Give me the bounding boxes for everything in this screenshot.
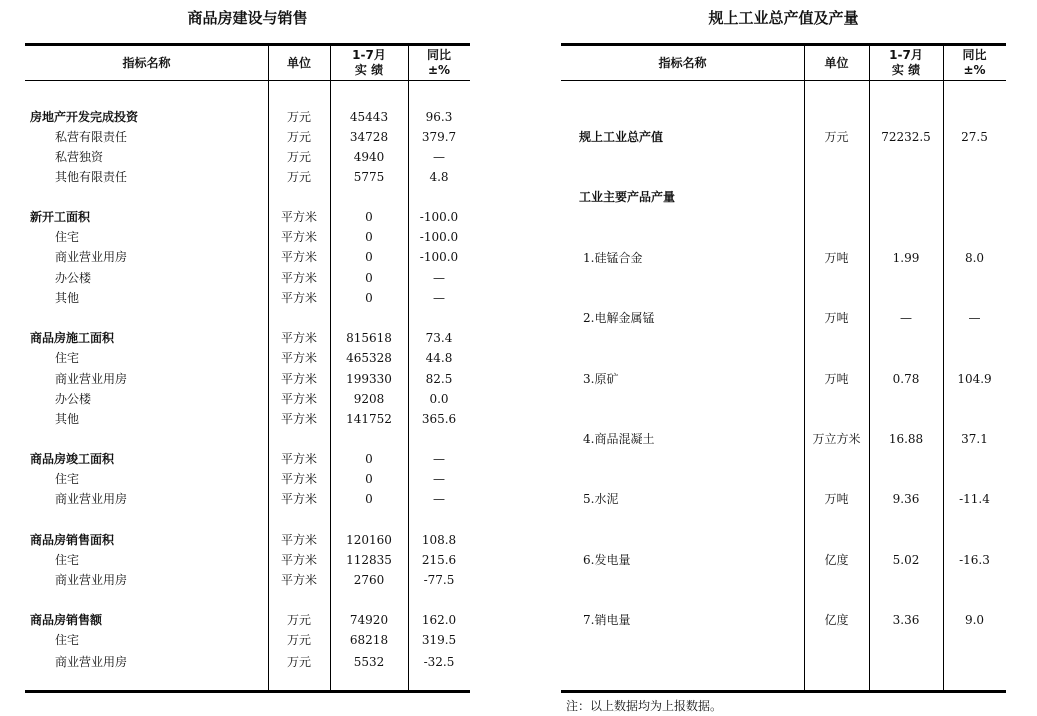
left-row-unit: 平方米 xyxy=(280,230,317,244)
right-row-yoy: 37.1 xyxy=(961,432,988,446)
left-row-yoy: 215.6 xyxy=(421,553,457,567)
left-row-value: 0 xyxy=(365,452,373,466)
left-row-value: 815618 xyxy=(346,331,392,345)
left-header-yoy xyxy=(408,48,470,78)
right-row-value: — xyxy=(900,311,912,325)
right-row-value: 1.99 xyxy=(892,251,920,265)
right-row-value: 0.78 xyxy=(892,372,920,386)
left-row-name: 办公楼 xyxy=(55,271,92,285)
right-row-name: 6.发电量 xyxy=(583,553,631,567)
left-header-period-line1: 1-7月 xyxy=(352,48,386,62)
right-header-yoy xyxy=(943,48,1006,78)
right-row-unit: 亿度 xyxy=(824,553,849,567)
left-row-value: 5532 xyxy=(353,655,385,669)
left-row-yoy: -100.0 xyxy=(419,210,459,224)
right-header-name: 指标名称 xyxy=(658,56,707,70)
right-header-period-line1: 1-7月 xyxy=(889,48,923,62)
left-row-value: 0 xyxy=(365,472,373,486)
left-row-unit: 万元 xyxy=(286,633,311,647)
left-row-unit: 万元 xyxy=(286,150,311,164)
left-row-yoy: 365.6 xyxy=(421,412,457,426)
left-header-yoy-line1: 同比 xyxy=(426,48,451,62)
left-row-yoy: -77.5 xyxy=(423,573,455,587)
left-row-unit: 万元 xyxy=(286,170,311,184)
right-row-unit: 万吨 xyxy=(824,251,849,265)
right-header-yoy-line1: 同比 xyxy=(962,48,987,62)
left-header-period xyxy=(330,48,408,78)
left-row-unit: 平方米 xyxy=(280,351,317,365)
left-row-value: 34728 xyxy=(349,130,389,144)
right-header-period xyxy=(869,48,943,78)
right-header-rule xyxy=(561,80,1006,81)
left-row-unit: 万元 xyxy=(286,655,311,669)
left-row-value: 0 xyxy=(365,250,373,264)
left-row-yoy: — xyxy=(433,291,445,305)
right-row-unit: 万立方米 xyxy=(812,432,861,446)
right-row-value: 3.36 xyxy=(892,613,920,627)
left-header-unit: 单位 xyxy=(286,56,311,70)
right-row-yoy: 104.9 xyxy=(957,372,992,386)
left-table-title: 商品房建设与销售 xyxy=(187,9,308,27)
right-header-period-line2: 实 绩 xyxy=(891,63,921,77)
right-row-name: 7.销电量 xyxy=(583,613,631,627)
left-row-yoy: — xyxy=(433,492,445,506)
left-row-value: 68218 xyxy=(349,633,389,647)
right-row-yoy: 8.0 xyxy=(964,251,985,265)
right-row-name: 2.电解金属锰 xyxy=(583,311,655,325)
left-row-name: 商业营业用房 xyxy=(55,250,128,264)
left-row-name: 商业营业用房 xyxy=(55,372,128,386)
left-row-value: 141752 xyxy=(346,412,392,426)
left-row-yoy: 379.7 xyxy=(421,130,457,144)
left-row-yoy: — xyxy=(433,472,445,486)
left-bottom-rule xyxy=(25,690,470,693)
right-row-value: 72232.5 xyxy=(881,130,931,144)
right-row-yoy: 27.5 xyxy=(961,130,988,144)
left-row-name: 其他 xyxy=(55,412,80,426)
right-row-unit: 万吨 xyxy=(824,492,849,506)
right-row-yoy: -16.3 xyxy=(959,553,990,567)
right-row-name: 3.原矿 xyxy=(583,372,619,386)
left-row-name: 住宅 xyxy=(55,472,80,486)
left-row-unit: 平方米 xyxy=(280,553,317,567)
left-row-yoy: — xyxy=(433,271,445,285)
left-row-value: 112835 xyxy=(346,553,392,567)
left-row-value: 0 xyxy=(365,291,373,305)
right-row-yoy: -11.4 xyxy=(959,492,990,506)
right-table-title: 规上工业总产值及产量 xyxy=(708,9,859,27)
left-row-name: 商品房竣工面积 xyxy=(30,452,115,466)
left-row-yoy: 44.8 xyxy=(425,351,453,365)
right-row-name: 4.商品混凝土 xyxy=(583,432,655,446)
left-row-unit: 平方米 xyxy=(280,412,317,426)
left-row-value: 0 xyxy=(365,492,373,506)
left-row-unit: 平方米 xyxy=(280,452,317,466)
left-row-unit: 万元 xyxy=(286,110,311,124)
right-row-value: 16.88 xyxy=(888,432,924,446)
left-row-name: 商品房销售面积 xyxy=(30,533,115,547)
left-row-yoy: 108.8 xyxy=(421,533,457,547)
left-row-value: 9208 xyxy=(353,392,385,406)
right-row-yoy: 9.0 xyxy=(964,613,985,627)
left-header-period-line2: 实 绩 xyxy=(354,63,384,77)
right-row-unit: 万元 xyxy=(824,130,849,144)
left-row-name: 住宅 xyxy=(55,633,80,647)
left-row-name: 商业营业用房 xyxy=(55,655,128,669)
left-header-yoy-line2: ±% xyxy=(427,63,451,77)
left-row-unit: 万元 xyxy=(286,613,311,627)
right-row-name: 5.水泥 xyxy=(583,492,619,506)
left-row-yoy: -100.0 xyxy=(419,250,459,264)
left-row-yoy: — xyxy=(433,150,445,164)
left-row-name: 私营独资 xyxy=(55,150,104,164)
left-row-yoy: -100.0 xyxy=(419,230,459,244)
right-header-unit: 单位 xyxy=(824,56,849,70)
left-row-yoy: 319.5 xyxy=(421,633,457,647)
left-row-yoy: 73.4 xyxy=(425,331,453,345)
left-row-value: 465328 xyxy=(346,351,392,365)
left-row-name: 其他有限责任 xyxy=(55,170,128,184)
left-row-name: 住宅 xyxy=(55,230,80,244)
left-row-unit: 平方米 xyxy=(280,492,317,506)
right-row-name: 1.硅锰合金 xyxy=(583,251,643,265)
left-row-value: 2760 xyxy=(353,573,385,587)
left-header-name: 指标名称 xyxy=(122,56,171,70)
left-row-unit: 平方米 xyxy=(280,533,317,547)
left-row-name: 办公楼 xyxy=(55,392,92,406)
left-row-name: 新开工面积 xyxy=(30,210,91,224)
left-row-yoy: 162.0 xyxy=(421,613,457,627)
right-row-yoy: — xyxy=(968,311,981,325)
left-row-value: 74920 xyxy=(349,613,389,627)
left-row-unit: 平方米 xyxy=(280,331,317,345)
left-row-name: 商品房销售额 xyxy=(30,613,103,627)
right-row-unit: 亿度 xyxy=(824,613,849,627)
left-row-name: 住宅 xyxy=(55,351,80,365)
right-row-name: 规上工业总产值 xyxy=(579,130,664,144)
left-row-value: 4940 xyxy=(353,150,385,164)
left-row-yoy: 82.5 xyxy=(425,372,453,386)
left-row-name: 商业营业用房 xyxy=(55,492,128,506)
right-row-unit: 万吨 xyxy=(824,311,849,325)
right-row-unit: 万吨 xyxy=(824,372,849,386)
left-row-name: 其他 xyxy=(55,291,80,305)
left-header-rule xyxy=(25,80,470,81)
right-row-value: 9.36 xyxy=(892,492,920,506)
left-row-value: 5775 xyxy=(353,170,385,184)
left-row-yoy: 4.8 xyxy=(429,170,449,184)
right-bottom-rule xyxy=(561,690,1006,693)
right-header-yoy-line2: ±% xyxy=(963,63,986,77)
left-row-yoy: — xyxy=(433,452,445,466)
left-row-unit: 平方米 xyxy=(280,372,317,386)
footnote: 注：以上数据均为上报数据。 xyxy=(566,699,723,713)
right-row-value: 5.02 xyxy=(892,553,920,567)
left-row-unit: 平方米 xyxy=(280,210,317,224)
left-row-value: 0 xyxy=(365,210,373,224)
right-top-rule xyxy=(561,43,1006,46)
left-row-unit: 平方米 xyxy=(280,392,317,406)
left-row-name: 房地产开发完成投资 xyxy=(30,110,139,124)
left-row-unit: 万元 xyxy=(286,130,311,144)
left-row-value: 0 xyxy=(365,271,373,285)
left-row-value: 199330 xyxy=(346,372,392,386)
right-row-name: 工业主要产品产量 xyxy=(579,190,676,204)
left-row-yoy: -32.5 xyxy=(423,655,455,669)
left-row-name: 商品房施工面积 xyxy=(30,331,115,345)
left-row-yoy: 96.3 xyxy=(425,110,453,124)
left-row-unit: 平方米 xyxy=(280,291,317,305)
left-row-value: 120160 xyxy=(346,533,392,547)
left-row-name: 商业营业用房 xyxy=(55,573,128,587)
left-row-value: 45443 xyxy=(349,110,389,124)
left-row-value: 0 xyxy=(365,230,373,244)
left-row-name: 住宅 xyxy=(55,553,80,567)
left-row-unit: 平方米 xyxy=(280,573,317,587)
left-row-unit: 平方米 xyxy=(280,271,317,285)
left-top-rule xyxy=(25,43,470,46)
left-row-unit: 平方米 xyxy=(280,250,317,264)
left-row-unit: 平方米 xyxy=(280,472,317,486)
left-row-name: 私营有限责任 xyxy=(55,130,128,144)
left-row-yoy: 0.0 xyxy=(429,392,449,406)
